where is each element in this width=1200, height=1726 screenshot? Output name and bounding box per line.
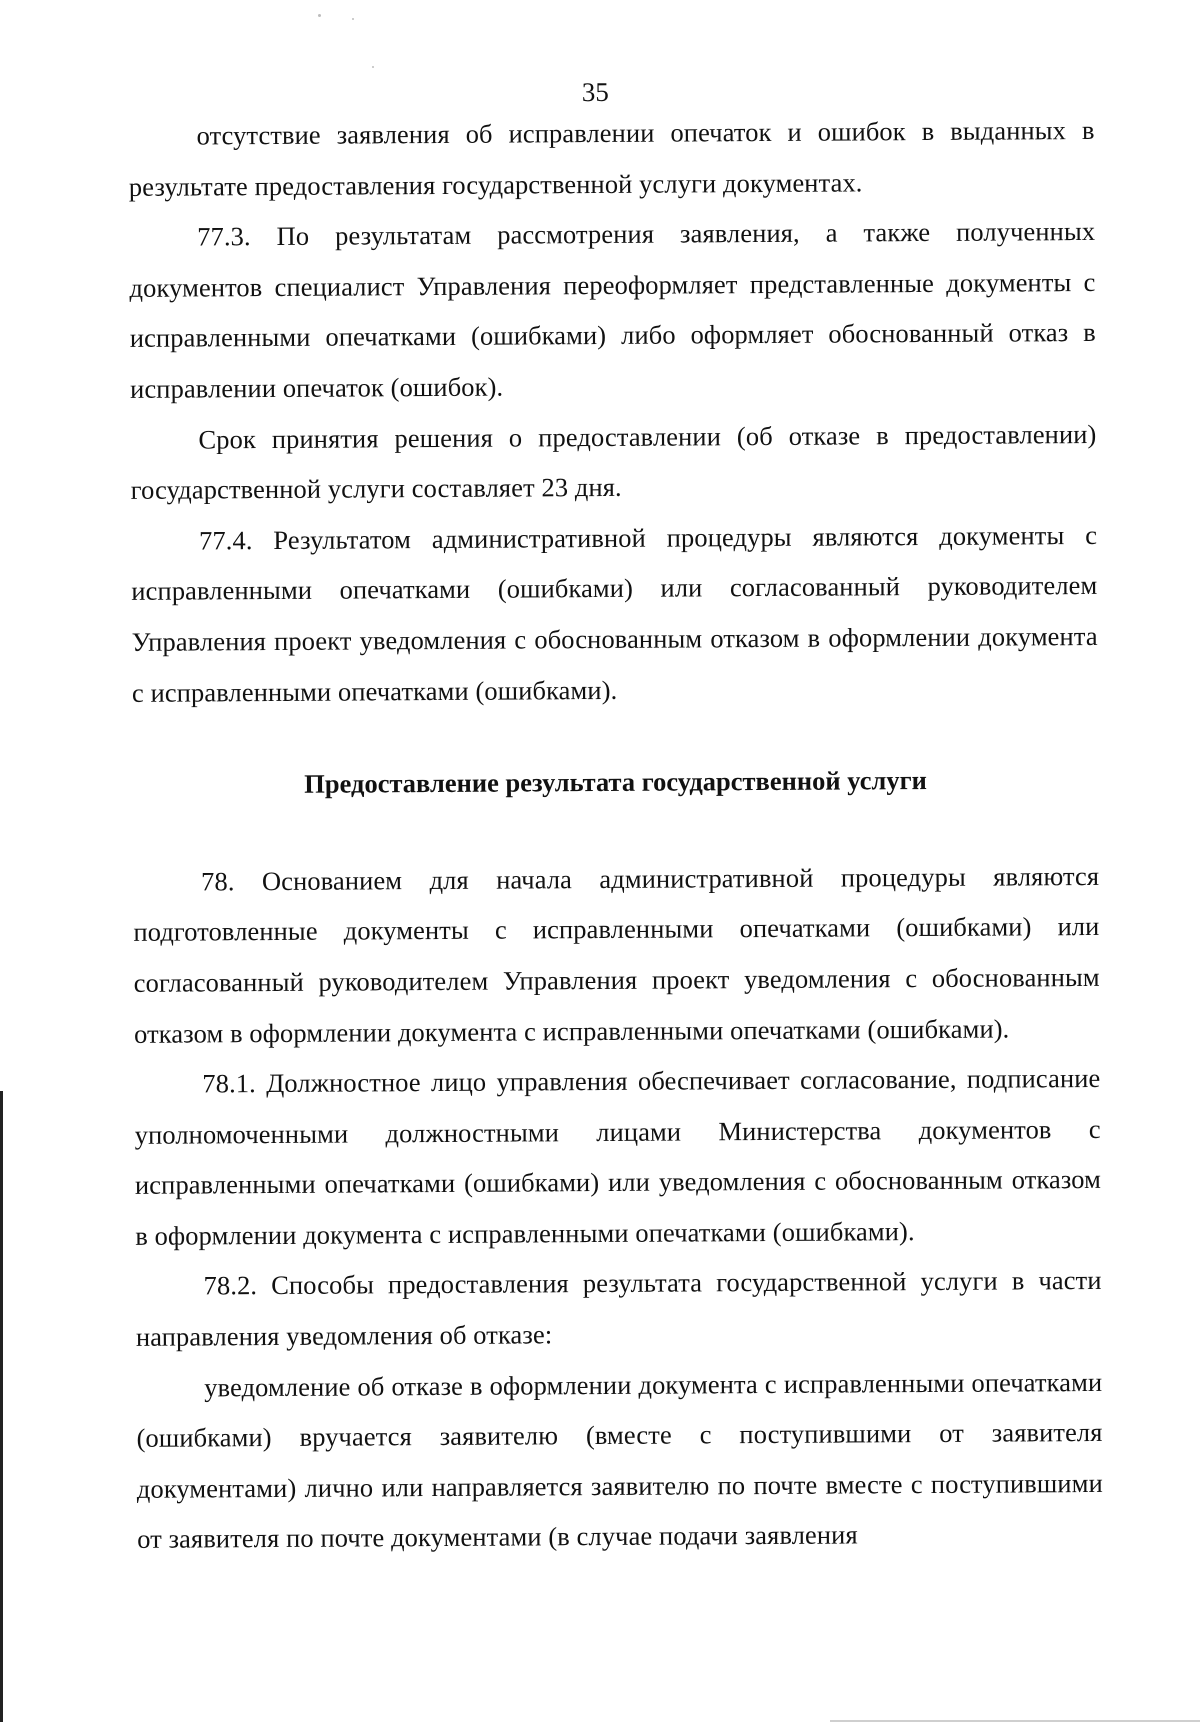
- paragraph-78-2: 78.2. Способы предоставления результата государственной услуги в части направления уведомления об отказе:: [135, 1265, 1102, 1352]
- paragraph-77-3: 77.3. По результатам рассмотрения заявления, а также полученных документов специалист Управления переоформляет представленные документы с исправленными опечатками (ошибками) либо оформляет обоснованный отказ в исправлении опечаток (ошибок).: [129, 216, 1096, 404]
- scan-speck: [318, 14, 321, 17]
- scan-speck: [352, 18, 354, 20]
- paragraph-77-4: 77.4. Результатом административной процедуры являются документы с исправленными опечатками (ошибками) или согласованный руководителем Управления проект уведомления с обоснованным отказом в оформлении документа с исправленными опечатками (ошибками).: [131, 519, 1098, 708]
- paragraph-78: 78. Основанием для начала административной процедуры являются подготовленные документы с исправленными опечатками (ошибками) или согласованный руководителем Управления проект уведомления с обоснованным отказом в оформлении документа с исправленными опечатками (ошибками).: [133, 860, 1100, 1049]
- page-number: 35: [581, 76, 609, 108]
- paragraph-absence-of-application: отсутствие заявления об исправлении опечаток и ошибок в выданных в результате предоставления государственной услуги документах.: [128, 114, 1095, 202]
- scan-left-edge: [0, 1091, 3, 1722]
- paragraph-78-1: 78.1. Должностное лицо управления обеспечивает согласование, подписание уполномоченными должностными лицами Министерства документов с исправленными опечатками (ошибками) или уведомления с обоснованным отказом в оформлении документа с исправленными опечатками (ошибками).: [134, 1063, 1102, 1251]
- scan-speck: [372, 66, 374, 68]
- paragraph-decision-term: Срок принятия решения о предоставлении (об отказе в предоставлении) государственной услуги составляет 23 дня.: [130, 418, 1097, 506]
- section-heading: Предоставление результата государственной услуги: [304, 765, 927, 799]
- paragraph-refusal-notice: уведомление об отказе в оформлении документа с исправленными опечатками (ошибками) вручается заявителю (вместе с поступившими от заявителя документами) лично или направляется заявителю по почте вместе с поступившими от заявителя по почте документами (в случае подачи заявления: [136, 1366, 1103, 1555]
- document-body: [128, 105, 1103, 1565]
